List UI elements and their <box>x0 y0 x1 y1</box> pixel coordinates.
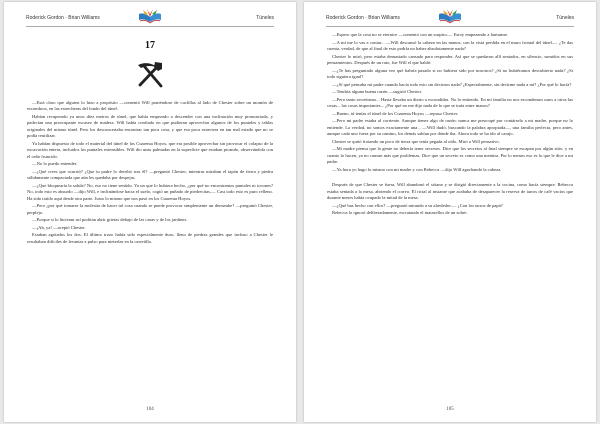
left-page <box>4 2 296 422</box>
header-divider <box>326 26 574 27</box>
paragraph: —¿Que bloquearía la salida? No, eso no tiene sentido. Ya un que lo hubiera hecho, ¿por qué no encontramos puntales ni tocones? No, todo esto es absurdo —dijo Will, e inclinándose hacia el suelo, cogió un puñado de piedrecitas—. Casi todo esto es puro relleno. Ha sido traído aquí desde otra parte. Justo lo mismo que nos pasó en los Cuarenta Hoyos. <box>27 182 273 201</box>
paragraph: Habían recuperado ya unos diez metros de túnel, que había empezado a descender con una inclinación muy pronunciada, y padecían una preocupante escasez de madera. Will había confiado en que pudieran aprovechar algunos de los puntales y tablas originales del mismo túnel. Pero los desconcertaba encontrar tan poca cosa, y que esa poca estuviera en tan mal estado que no se podía reutilizar. <box>27 114 273 139</box>
header-divider <box>26 26 274 27</box>
paragraph: —A mí me lo vas a contar... —Will descansó la cabeza en las manos, con la vista perdida en el muro frontal del túnel—. ¿Te das cuenta, verdad, de que al final de esto podría no haber absolutamente nada? <box>327 39 573 51</box>
right-page-body <box>327 32 573 218</box>
publisher-logo-icon <box>138 8 162 24</box>
paragraph: Después de que Chester se fuera, Will abandonó el sótano y se dirigió directamente a la cocina, como hacía siempre. Rebecca estaba sentada a la mesa, abriendo el correo. El rictal al instante que acababa de desaparecer la reserva de tarros de café vacíos que durante meses había ocupado la mitad de la mesa. <box>327 182 573 200</box>
paragraph: Ya habían dispuesto de todo el material del túnel de los Cuarenta Hoyos, que era posible aprovechar sin provocar el colapso de la excavación entera, incluidos los puntales extensibles. Will dio unas palmadas en la superficie que estaban picando, observándola con el ceño fruncido. <box>27 140 273 159</box>
paragraph: —Pero tanto secretismo... Hasta llevaba un diario a escondidas. No lo entiendo. En mi familia no nos escondemos unos a otros las cosas... las cosas importantes... ¿Por qué no me dijo nada de lo que se traía entre manos? <box>327 96 573 109</box>
crossed-pickaxe-shovel-icon <box>135 59 165 89</box>
paragraph: —Espero que la cosa no se eternice —comentó con un suspiro—. Estoy empezando a hartarme. <box>332 32 509 37</box>
page-number: 104 <box>146 407 154 412</box>
header-author: Roderick Gordon · Brian Williams <box>26 15 100 21</box>
paragraph: Estaban agotados los dos. El último trozo había sido especialmente duro, lleno de piedras grandes que incluso a Chester le resultaban difíciles de levantar a pulso para meterlas en la carretilla. <box>27 232 273 244</box>
paragraph: —¿Qué has hecho con ellos? —preguntó mirando a su alrededor—. ¿Con los tarros de papá? <box>332 202 503 208</box>
header-title: Túneles <box>256 15 274 21</box>
running-header <box>326 11 574 23</box>
paragraph: —Pero ¿por qué tomarse la molestia de hacer tal cosa cuando se puede provocar simplemente un derrumbe? —preguntó Chester, perplejo. <box>27 203 273 215</box>
paragraph: —Mi madre piensa que la gente no debería tener secretos. Dice que los secretos al final siempre se escapan por algún sitio, y en cuanto lo hacen, ya no causan más que problemas. Dice que un secreto es como una mentira. Por lo menos eso es lo que le dice a mi padre. <box>327 146 573 165</box>
paragraph: —¡Ah, ya! —aceptó Chester. <box>32 224 86 230</box>
paragraph: —Pero mi padre estaba al corriente. Aunque tienes algo de razón: nunca me preocupé por contárselo a mi madre, porque no lo entiende. La verdad, no somos exactamente una... —Will dudó, buscando la palabra apropiada—, una familia perfecta, pero antes, aunque cada uno fuera por su camino, los demás sabían por dónde iba. Ahora todo se ha ido al carajo. <box>327 118 573 137</box>
paragraph: Rebecca lo ignoró deliberadamente, escrutando el matasellos de un sobre. <box>332 210 468 216</box>
right-page <box>304 2 596 422</box>
paragraph: —Tendría alguna buena razón —sugirió Chester. <box>332 89 422 95</box>
header-title: Túneles <box>556 15 574 21</box>
paragraph: —¿Sí qué pensaba mi padre cuando hacía todo esto sin decirnos nada? ¿Especialmente, sin decírme nada a mí? ¿Por qué lo hacía? <box>332 81 572 87</box>
paragraph: —Está claro que alguien lo hizo a propósito —comentó Will poniéndose de cuclillas al lado de Chester sobre un montón de escombros, en las estrecheras del fondo del túnel. <box>27 100 273 112</box>
paragraph: —Bueno, tú tenías el túnel de los Cuarenta Hoyos —repuso Chester. <box>332 110 459 116</box>
paragraph: Chester lo miró, pero estaba demasiado cansado para responder. Así que se quedaron allí sentados, en silencio, sumidos en sus pensamientos. Después de un rato, fue Will el que habló: <box>327 53 573 65</box>
paragraph: —Porque si lo hicieran así podrían abrir grietas debajo de las casas y de los jardines. <box>32 217 188 223</box>
chapter-number: 17 <box>145 40 155 51</box>
paragraph: —No lo puedo entender. <box>32 161 78 167</box>
paragraph: —Ya hora yo hago lo mismo con mi madre y con Rebecca —dijo Will agachando la cabeza. <box>332 166 502 172</box>
paragraph: Chester se quitó frotando un poco de tierra que tenía pegada al oído. Miró a Will pensativo. <box>332 138 500 144</box>
paragraph: —¿Te has preguntado alguna vez qué habría pasado si no hubiera sido por nosotros? ¿Si no hubiéramos descubierto nada? ¿Si todo siguiera igual? <box>327 67 573 79</box>
publisher-logo-icon <box>438 8 462 24</box>
header-author: Roderick Gordon · Brian Williams <box>326 15 400 21</box>
page-number: 105 <box>446 407 454 412</box>
running-header <box>26 11 274 23</box>
left-page-body <box>27 100 273 246</box>
paragraph: —¿Qué crees que ocurrió? ¿Que tu padre lo derribó tras él? —preguntó Chester, mientras miraban el tapón de tierra y piedra sólidamente compactada que aún les quedaba por despejar. <box>27 168 273 181</box>
